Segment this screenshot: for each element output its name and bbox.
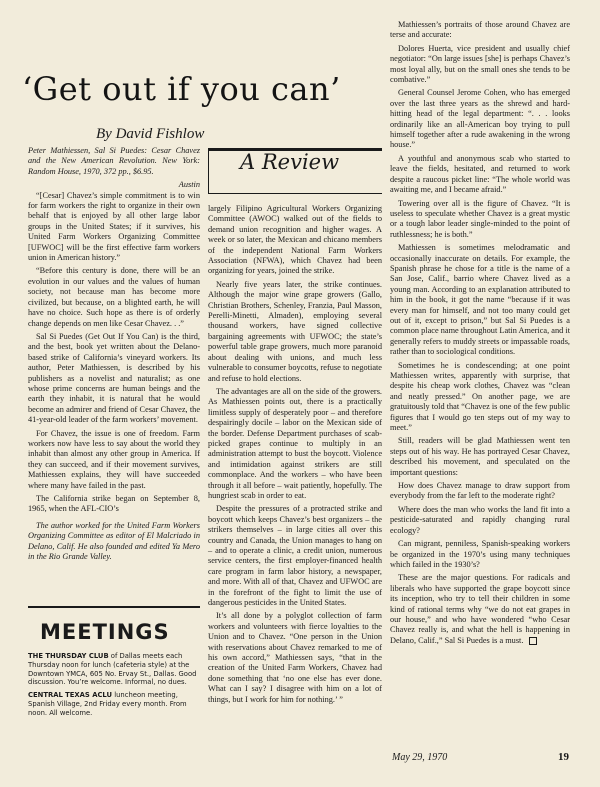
paragraph: Where does the man who works the land fit into a pesticide-saturated and rapidly changing rural ecology? [390,504,570,535]
meeting-name: THE THURSDAY CLUB [28,652,109,660]
paragraph: A youthful and anonymous scab who started to leave the fields, hesitated, and returned to work despite a raucous picket line: “The whole world was awaiting me, and I became afraid.” [390,153,570,195]
article-column-2 [208,204,382,708]
paragraph: Sometimes he is condescending; at one point Mathiessen writes, apparently with surprise, that despite his cheap work clothes, Chavez was “clean and neatly pressed.” On another page, we are gratuitously told that “Chavez is one of the few public figures that I would go ten steps out of my way to meet.” [390,360,570,433]
paragraph: “Before this century is done, there will be an evolution in our values and the values of human society, not because man has become more civilized, but because, on a blighted earth, he will have no choice. Such hope as there is of orderly change depends on men like Cesar Chavez. . .” [28,266,200,328]
paragraph: Sal Si Puedes (Get Out If You Can) is the third, and the best, book yet written about the Delano-based strike of California’s vineyard workers. Its author, Peter Mathiessen, is described by his publishers as a novelist and naturalist; as one whose prime concerns are human beings and the earth they inhabit, it is natural that he would become an admirer and friend of Cesar Chavez, the 41-year-old leader of the farm workers’ movement. [28,331,200,425]
paragraph: largely Filipino Agricultural Workers Organizing Committee (AWOC) walked out of the fields to demand union recognition and higher wages. A week or so later, the Mexican and chicano members of the independent National Farm Workers Association (NFWA), which Chavez had been organizing for years, joined the strike. [208,204,382,276]
paragraph: The advantages are all on the side of the growers. As Mathiessen points out, there is a practically limitless supply of desperately poor – and therefore despairingly docile – labor on the Mexican side of the border. Defense Department purchases of scab-picked grapes continue to multiply in an administration attempt to bust the boycott. Violence and intimidation against strikers are still commonplace. And the workers – who have been through it all before – wait patiently, hopefully. The hungriest scab in order to eat. [208,386,382,500]
meeting-item [28,691,200,717]
paragraph: “[Cesar] Chavez’s simple commitment is to win for farm workers the right to organize in their own behalf that is enjoyed by all other large labor groups in the United States; if it survives, his United Farm Workers Organizing Committee [UFWOC] will be the first effective farm workers union in American history.” [28,190,200,263]
article-column-3 [390,20,570,649]
section-divider [28,606,200,608]
paragraph: General Counsel Jerome Cohen, who has emerged over the last three years as the shrewd and hard-hitting head of the legal department: “. . . looks ordinarily like an all-American boy trying to pull himself together after a rude awakening in the wrong house.” [390,88,570,150]
meeting-item [28,652,200,687]
paragraph: Nearly five years later, the strike continues. Although the major wine grape growers (Gallo, Christian Brothers, Schenley, Franzia, Paul Masson, Perelli-Minetti, Almaden), employing several thousand workers, have signed collective bargaining agreements with UFWOC; the state’s powerful table grape growers, much more paranoid about dealing with unions, and much less vulnerable to consumer boycotts, refuse to negotiate and refuse to hold elections. [208,279,382,383]
meetings-heading: MEETINGS [40,620,170,644]
page-number: 19 [558,751,569,763]
paragraph: Dolores Huerta, vice president and usually chief negotiator: “On large issues [she] is perhaps Chavez’s most loyal ally, but on the small ones she tends to be combative.” [390,43,570,85]
paragraph: It’s all done by a polyglot collection of farm workers and volunteers with fierce loyalties to the Union and to Chavez. “One person in the Union with reservations about Chavez remarked to me of his own accord,” Mathiessen says, “that in the creation of the United Farm Workers, Chavez had done something that ‘no one else has ever done. What can I say? I disagree with him on a lot of things, but I work for him for nothing.’ ” [208,611,382,704]
paragraph: Can migrant, penniless, Spanish-speaking workers be organized in the 1970’s using many techniques which failed in the 1930’s? [390,539,570,569]
issue-date: May 29, 1970 [392,752,448,763]
meeting-name: CENTRAL TEXAS ACLU [28,691,113,700]
author-note: The author worked for the United Farm Workers Organizing Committee as editor of El Malcriado in Delano, Calif. He also founded and edited Ya Mero in the Rio Grande Valley. [28,520,200,562]
meetings-list [28,652,200,722]
paragraph: For Chavez, the issue is one of freedom. Farm workers now have less to say about the world they inhabit than almost any other group in America. If they can succeed, and if their movement survives, Mathiessen explains, they will have succeeded where many have failed in the past. [28,428,200,490]
paragraph: Still, readers will be glad Mathiessen went ten steps out of his way. He has portrayed Cesar Chavez, described his movement, and speculated on the important questions: [390,436,570,477]
paragraph: Mathiessen is sometimes melodramatic and occasionally inaccurate on details. For example, the Spanish phrase he chose for a title is the name of a San Jose, Calif., barrio where Chavez lived as a young man. According to an explanation attributed to him in the book, it got the name “because if it was every man for himself, and not too many could get out of it, except to prison,” but Sal Si Puedes is a common place name throughout Latin America, and it generally refers to muddy streets or impassable roads, rather than to sociological conditions. [390,243,570,357]
review-label: A Review [240,150,340,174]
paragraph: Mathiessen’s portraits of those around Chavez are terse and accurate: [390,20,570,40]
article-title: ‘Get out if you can’ [22,70,341,108]
paragraph: Towering over all is the figure of Chavez. “It is useless to speculate whether Chavez is a great mystic or a tough labor leader single-minded to the point of ruthlessness; he is both.” [390,198,570,239]
end-mark-icon [529,637,537,645]
paragraph: How does Chavez manage to draw support from everybody from the far left to the moderate right? [390,481,570,501]
paragraph [390,573,570,646]
closing-paragraph-text: These are the major questions. For radicals and liberals who have supported the grape boycott since its inception, who try to tell their children in some kind of rational terms why “we do not eat grapes in our house,” and who have wondered “who Cesar Chavez really is, and what the hell is happening in Delano, Calif.,” Sal Si Puedes is a must. [390,573,570,645]
book-citation: Peter Mathiessen, Sal Si Puedes: Cesar Chavez and the New American Revolution. New York: Random House, 1970, 372 pp., $6.95. [28,146,200,176]
meeting-text: luncheon meeting, Spanish Village, 2nd Friday every month. From noon. All welcome. [28,691,187,717]
paragraph: Despite the pressures of a protracted strike and boycott which keeps Chavez’s best organizers – the strikers themselves – in large cities all over this country and Canada, the Union manages to hang on – and to operate a clinic, a credit union, numerous service centers, the first employer-financed health care program in farm labor history, a newspaper, and more. With all of that, Chavez and UFWOC are in the forefront of the fight to limit the use of dangerous pesticides in the United States. [208,504,382,608]
article-column-1 [28,146,200,565]
paragraph: The California strike began on September 8, 1965, when the AFL-CIO’s [28,494,200,514]
article-byline: By David Fishlow [96,126,205,142]
dateline: Austin [178,180,200,190]
meeting-text: of Dallas meets each Thursday noon for lunch (cafeteria style) at the Downtown YMCA, 605 No. Ervay St., Dallas. Good discussion. You’re welcome. Informal, no dues. [28,652,197,687]
